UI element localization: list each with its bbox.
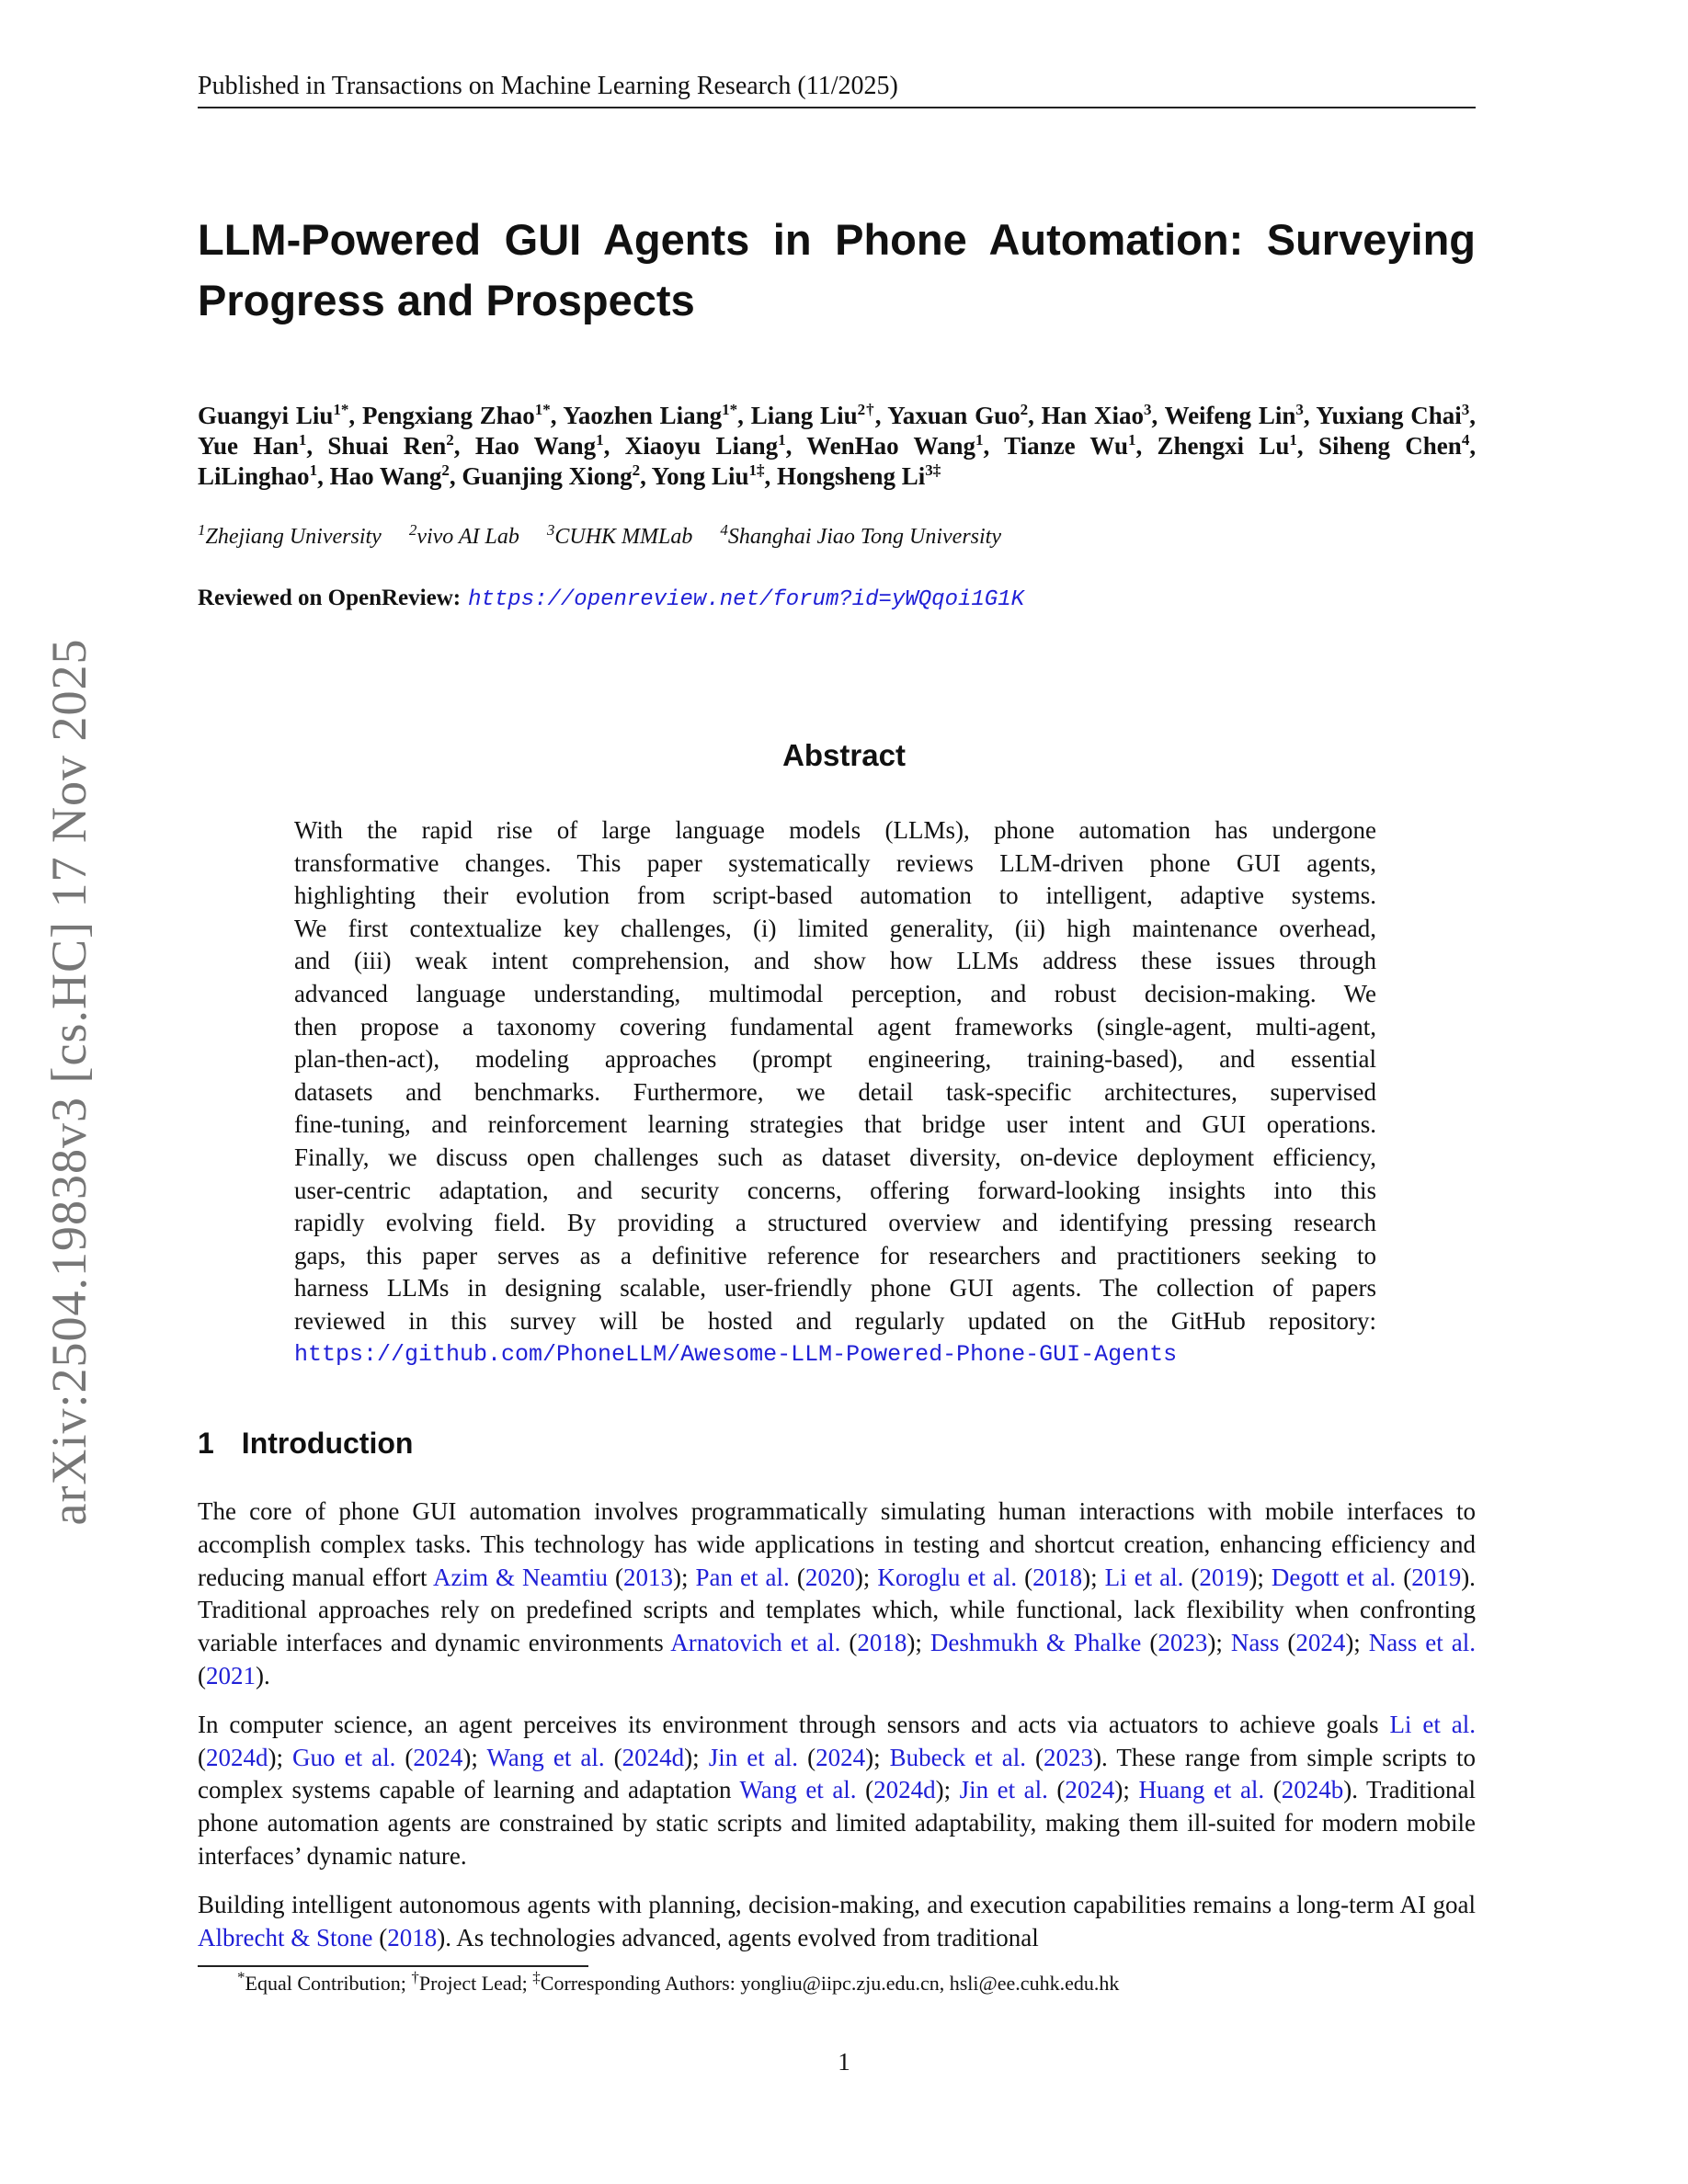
author-mark: 2 [441, 461, 450, 479]
abstract-line: advanced language understanding, multimodal perception, and robust decision-making. We [294, 979, 1376, 1007]
citation-link[interactable]: Arnatovich et al. [670, 1629, 841, 1657]
citation-link[interactable]: Nass [1230, 1629, 1280, 1657]
author-name: Guanjing Xiong [462, 462, 633, 490]
text-run: ( [608, 1563, 624, 1591]
citation-link[interactable]: Albrecht & Stone [198, 1923, 373, 1951]
author-mark: 1 [1127, 431, 1136, 449]
author-name: Yaozhen Liang [563, 402, 723, 429]
citation-link[interactable]: 2024d [873, 1776, 936, 1804]
text-run: In computer science, an agent perceives its environment through sensors and acts via actuators to achieve goals [198, 1710, 1390, 1738]
citation-link[interactable]: 2024 [1295, 1629, 1346, 1657]
text-run: ( [1279, 1629, 1296, 1657]
abstract-line: gaps, this paper serves as a definitive reference for researchers and practitioners seeking to [294, 1241, 1376, 1269]
author-mark: 1 [778, 431, 786, 449]
github-link[interactable]: https://github.com/PhoneLLM/Awesome-LLM-Powered-Phone-GUI-Agents [294, 1340, 1178, 1368]
abstract-heading: Abstract [782, 738, 906, 772]
text-run: ). [256, 1661, 270, 1689]
author-mark: 1* [722, 401, 738, 418]
text-run: ( [604, 1743, 622, 1771]
abstract-line: plan-then-act), modeling approaches (prompt engineering, training-based), and essential [294, 1045, 1376, 1074]
citation-link[interactable]: 2023 [1158, 1629, 1208, 1657]
author-name: Yue Han [198, 432, 299, 460]
affiliation-name: vivo AI Lab [416, 525, 519, 549]
author-list: Guangyi Liu$^{1*}$, Pengxiang Zhao$^{1*}$, Yaozhen Liang$^{1*}$, Liang Liu$^{2\dagger}$, Yaxuan Guo$^2$, Han Xiao$^3$, Weifeng Lin$^3$, Yuxiang Chai$^3$, Yue Han$^1$, Shuai Ren$^2$, Hao Wang$^1$, Xiaoyu Liang$^1$, WenHao Wang$^1$, Tianze Wu$^1$, Zhengxi Lu$^1$, Siheng Chen$^4$, LiLinghao$^1$, Hao Wang$^2$, Guanjing Xiong$^2$, Yong Liu$^{1\ddagger}$, Hongsheng $Li^{3\ddagger}$ [198, 401, 1477, 490]
text-run: ( [1047, 1776, 1066, 1804]
author-mark: 3‡ [925, 461, 941, 479]
citation-link[interactable]: Guo et al. [292, 1743, 396, 1771]
text-run: ); [462, 1743, 487, 1771]
citation-link[interactable]: 2018 [857, 1629, 907, 1657]
citation-link[interactable]: Azim & Neamtiu [432, 1563, 608, 1591]
text-run: Building intelligent autonomous agents with planning, decision-making, and execution capabilities remains a long-term AI goal [198, 1890, 1476, 1918]
citation-link[interactable]: 2024d [622, 1743, 685, 1771]
openreview-label: Reviewed on OpenReview: [198, 586, 462, 610]
paragraph [198, 1496, 1476, 1693]
author-mark: 1* [534, 401, 551, 418]
author-mark: 1 [975, 431, 984, 449]
text-run: ( [856, 1776, 874, 1804]
affiliation-mark: 3 [546, 521, 555, 539]
citation-link[interactable]: Deshmukh & Phalke [930, 1629, 1142, 1657]
abstract-line: fine-tuning, and reinforcement learning strategies that bridge user intent and GUI operations. [294, 1110, 1376, 1139]
paper-title: LLM-Powered GUI Agents in Phone Automation: Surveying Progress and Prospects [198, 215, 1476, 324]
author-mark: 4 [1461, 431, 1470, 449]
citation-link[interactable]: Degott et al. [1271, 1563, 1397, 1591]
section-heading-introduction [198, 1427, 413, 1461]
text-run: ( [1396, 1563, 1412, 1591]
author-name: Han Xiao [1041, 402, 1144, 429]
citation-link[interactable]: 2024d [206, 1743, 268, 1771]
page-number: 1 [838, 2048, 850, 2076]
text-run: ); [1249, 1563, 1272, 1591]
affiliation-mark: 1 [198, 521, 206, 539]
footnote: *Equal Contribution; †Project Lead; ‡Corresponding Authors: yongliu@iipc.zju.edu.cn, hsli@ee.cuhk.edu.hk [237, 1968, 1120, 1995]
affiliation [720, 521, 1001, 549]
text-run: ); [684, 1743, 709, 1771]
text-run: ); [268, 1743, 293, 1771]
citation-link[interactable]: 2018 [1032, 1563, 1083, 1591]
text-run: ( [798, 1743, 816, 1771]
affiliation-name: Shanghai Jiao Tong University [727, 525, 1001, 549]
footnote-rule [198, 1965, 588, 1967]
affiliation-mark: 2 [408, 521, 417, 539]
author-name: Hao Wang [329, 462, 442, 490]
author-mark: 1 [1289, 431, 1297, 449]
affiliation-name: CUHK MMLab [554, 525, 693, 549]
text-run: ( [1183, 1563, 1200, 1591]
text-run: ). Traditional phone automation agents are constrained by static scripts and limited adaptability, making them ill-suited for modern mobile interfaces’ dynamic nature. [198, 1776, 1476, 1870]
citation-link[interactable]: Wang et al. [739, 1776, 857, 1804]
paragraph [198, 1889, 1476, 1955]
author-name: Weifeng Lin [1164, 402, 1296, 429]
openreview-line [198, 586, 1024, 612]
author-mark: 2 [1020, 401, 1029, 418]
citation-link[interactable]: Koroglu et al. [877, 1563, 1018, 1591]
citation-link[interactable]: 2019 [1199, 1563, 1249, 1591]
author-mark: 1 [596, 431, 604, 449]
text-run: ( [1017, 1563, 1033, 1591]
citation-link[interactable]: Li et al. [1389, 1710, 1476, 1738]
citation-link[interactable]: 2024 [413, 1743, 463, 1771]
author-name: Xiaoyu Liang [624, 432, 779, 460]
citation-link[interactable]: Jin et al. [708, 1743, 799, 1771]
abstract-line: harness LLMs in designing scalable, user-friendly phone GUI agents. The collection of papers [294, 1274, 1376, 1302]
author-mark: 2 [632, 461, 641, 479]
affiliation [198, 521, 382, 549]
text-run: ( [840, 1629, 858, 1657]
text-run: ); [854, 1563, 878, 1591]
citation-link[interactable]: Pan et al. [695, 1563, 790, 1591]
abstract-line: user-centric adaptation, and security concerns, offering forward-looking insights into this [294, 1176, 1376, 1204]
text-run: ); [865, 1743, 890, 1771]
abstract-line: reviewed in this survey will be hosted and regularly updated on the GitHub repository: [294, 1306, 1376, 1335]
text-run: ); [1345, 1629, 1369, 1657]
paragraph [198, 1709, 1476, 1873]
text-run: ( [789, 1563, 805, 1591]
text-run: ( [1264, 1776, 1282, 1804]
citation-link[interactable]: Jin et al. [959, 1776, 1048, 1804]
author-mark: 3 [1144, 401, 1152, 418]
affiliation-mark: 4 [720, 521, 728, 539]
author-name: WenHao Wang [806, 432, 976, 460]
author-name: LiLinghao [198, 462, 310, 490]
author-name: Guangyi Liu [198, 402, 334, 429]
author-name: Tianze Wu [1004, 432, 1128, 460]
citation-link[interactable]: Wang et al. [486, 1743, 605, 1771]
abstract-line: datasets and benchmarks. Furthermore, we detail task-specific architectures, supervised [294, 1077, 1376, 1106]
abstract-line: Finally, we discuss open challenges such as dataset diversity, on-device deployment efficiency, [294, 1143, 1376, 1171]
citation-link[interactable]: 2018 [387, 1923, 438, 1951]
author-mark: 3 [1295, 401, 1304, 418]
text-run: ( [1025, 1743, 1044, 1771]
author-mark: 1‡ [748, 461, 765, 479]
introduction-body [198, 1496, 1476, 1970]
author-mark: 1* [333, 401, 349, 418]
citation-link[interactable]: Nass et al. [1368, 1629, 1476, 1657]
citation-link[interactable]: 2024 [815, 1743, 866, 1771]
author-name: Yaxuan Guo [887, 402, 1021, 429]
citation-link[interactable]: 2020 [804, 1563, 855, 1591]
citation-link[interactable]: 2024b [1281, 1776, 1344, 1804]
author-mark: 1 [298, 431, 307, 449]
author-name: Pengxiang Zhao [361, 402, 535, 429]
text-run: ( [198, 1743, 206, 1771]
section-number: 1 [198, 1427, 214, 1460]
footnote-corresponding: Corresponding Authors: yongliu@iipc.zju.edu.cn, hsli@ee.cuhk.edu.hk [540, 1972, 1120, 1995]
text-run: ); [935, 1776, 960, 1804]
openreview-link[interactable]: https://openreview.net/forum?id=yWQqoi1G1K [468, 587, 1024, 612]
running-head: Published in Transactions on Machine Learning Research (11/2025) [198, 72, 1476, 108]
author-name: Hao Wang [474, 432, 597, 460]
text-run: ); [1207, 1629, 1231, 1657]
affiliation [546, 521, 693, 549]
affiliations [198, 521, 1029, 550]
author-mark: 2 [446, 431, 454, 449]
abstract-line: and (iii) weak intent comprehension, and show how LLMs address these issues through [294, 947, 1376, 975]
text-run: ). These range from simple scripts to complex systems capable of learning and adaptation [198, 1743, 1476, 1804]
text-run: ); [673, 1563, 696, 1591]
author-name: Zhengxi Lu [1157, 432, 1290, 460]
text-run: ); [1114, 1776, 1139, 1804]
text-run: ( [198, 1661, 206, 1689]
abstract-line: With the rapid rise of large language models (LLMs), phone automation has undergone [294, 816, 1376, 844]
affiliation [408, 521, 519, 549]
citation-link[interactable]: Li et al. [1104, 1563, 1184, 1591]
author-name: Yong Liu [651, 462, 749, 490]
author-name: Liang Liu [750, 402, 858, 429]
abstract-line: transformative changes. This paper systematically reviews LLM-driven phone GUI agents, [294, 848, 1376, 877]
footnote-equal: Equal Contribution; [245, 1972, 406, 1995]
text-run: The core of phone GUI automation involves programmatically simulating human interactions with mobile interfaces to accomplish complex tasks. This technology has wide applications in testing and shortcut creation, enhancing efficiency and reducing manual effort [198, 1497, 1476, 1591]
text-run: ). Traditional approaches rely on predefined scripts and templates which, while functional, lack flexibility when confronting variable interfaces and dynamic environments [198, 1563, 1476, 1657]
citation-link[interactable]: 2013 [623, 1563, 674, 1591]
abstract-line: then propose a taxonomy covering fundamental agent frameworks (single-agent, multi-agent, [294, 1012, 1376, 1041]
author-name: Hongsheng Li [776, 462, 926, 490]
abstract-line: highlighting their evolution from script-based automation to intelligent, adaptive systems. [294, 882, 1376, 910]
author-mark: 2† [857, 401, 875, 418]
text-run: ( [395, 1743, 414, 1771]
citation-link[interactable]: 2024 [1065, 1776, 1115, 1804]
text-run: ); [1082, 1563, 1105, 1591]
author-name: Shuai Ren [327, 432, 447, 460]
text-run: ( [372, 1923, 388, 1951]
text-run: ); [907, 1629, 930, 1657]
citation-link[interactable]: 2019 [1411, 1563, 1462, 1591]
abstract-line: rapidly evolving field. By providing a structured overview and identifying pressing research [294, 1209, 1376, 1237]
author-mark: 3 [1461, 401, 1470, 418]
text-run: ( [1141, 1629, 1158, 1657]
footnote-lead: Project Lead; [418, 1972, 528, 1995]
abstract-body [294, 814, 1376, 1371]
section-title: Introduction [241, 1427, 414, 1460]
arxiv-stamp: arXiv:2504.19838v3 [cs.HC] 17 Nov 2025 [41, 638, 97, 1526]
author-name: Yuxiang Chai [1316, 402, 1462, 429]
citation-link[interactable]: Bubeck et al. [889, 1743, 1026, 1771]
affiliation-name: Zhejiang University [205, 525, 382, 549]
author-mark: 1 [309, 461, 318, 479]
text-run: ). As technologies advanced, agents evolved from traditional [437, 1923, 1039, 1951]
author-name: Siheng Chen [1317, 432, 1462, 460]
citation-link[interactable]: 2023 [1044, 1743, 1094, 1771]
abstract-line: We first contextualize key challenges, (i) limited generality, (ii) high maintenance overhead, [294, 914, 1376, 942]
citation-link[interactable]: 2021 [206, 1661, 256, 1689]
citation-link[interactable]: Huang et al. [1138, 1776, 1265, 1804]
